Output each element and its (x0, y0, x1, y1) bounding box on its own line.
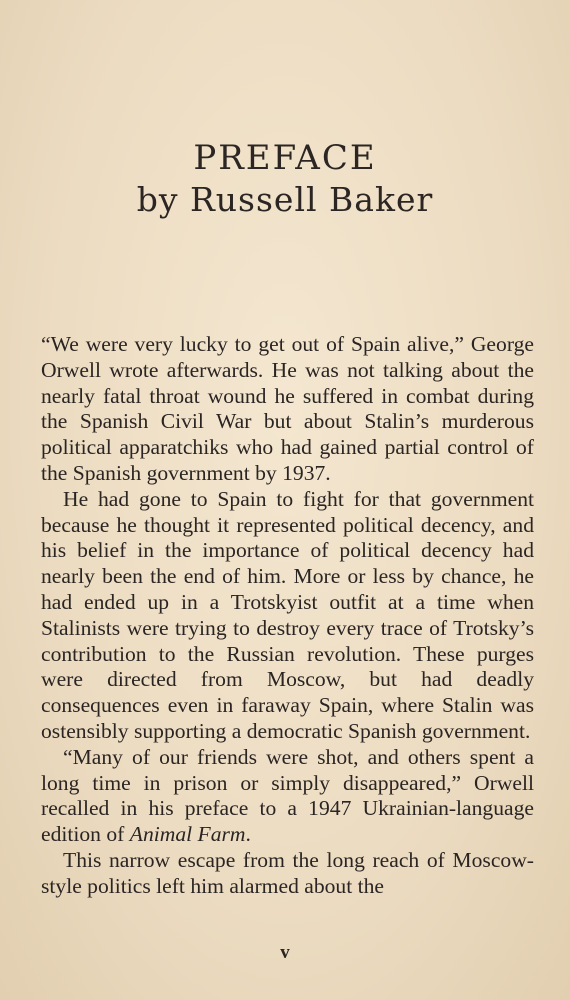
page-number: v (280, 942, 290, 963)
author-byline: by Russell Baker (136, 180, 434, 219)
paragraph-2: He had gone to Spain to fight for that government because he thought it represented political decency, and his belief in the importance of political decency had nearly been the end of him. More or less by chance, he had ended up in a Trotskyist outfit at a time when Stalinists were trying to destroy every trace of Trotsky’s contribution to the Russian revolution. These purges were directed from Moscow, but had deadly consequences even in faraway Spain, where Stalin was ostensibly supporting a democratic Spanish government. (41, 486, 534, 743)
paragraph-3-text: “Many of our friends were shot, and others spent a long time in prison or simply disappeared,” Orwell recalled in his preface to a 1947 Ukrainian-language edition of (41, 744, 534, 847)
preface-body (41, 332, 534, 900)
book-title-animal-farm: Animal Farm (129, 822, 246, 847)
paragraph-4: This narrow escape from the long reach of Moscow-style politics left him alarmed about the (41, 847, 534, 898)
preface-title: PREFACE (193, 138, 377, 178)
paragraph-3 (41, 745, 534, 848)
paragraph-3-end: . (245, 822, 251, 847)
paragraph-1: “We were very lucky to get out of Spain alive,” George Orwell wrote afterwards. He was not talking about the nearly fatal throat wound he suffered in combat during the Spanish Civil War but about Stalin’s murderous political apparatchiks who had gained partial control of the Spanish government by 1937. (41, 332, 534, 485)
